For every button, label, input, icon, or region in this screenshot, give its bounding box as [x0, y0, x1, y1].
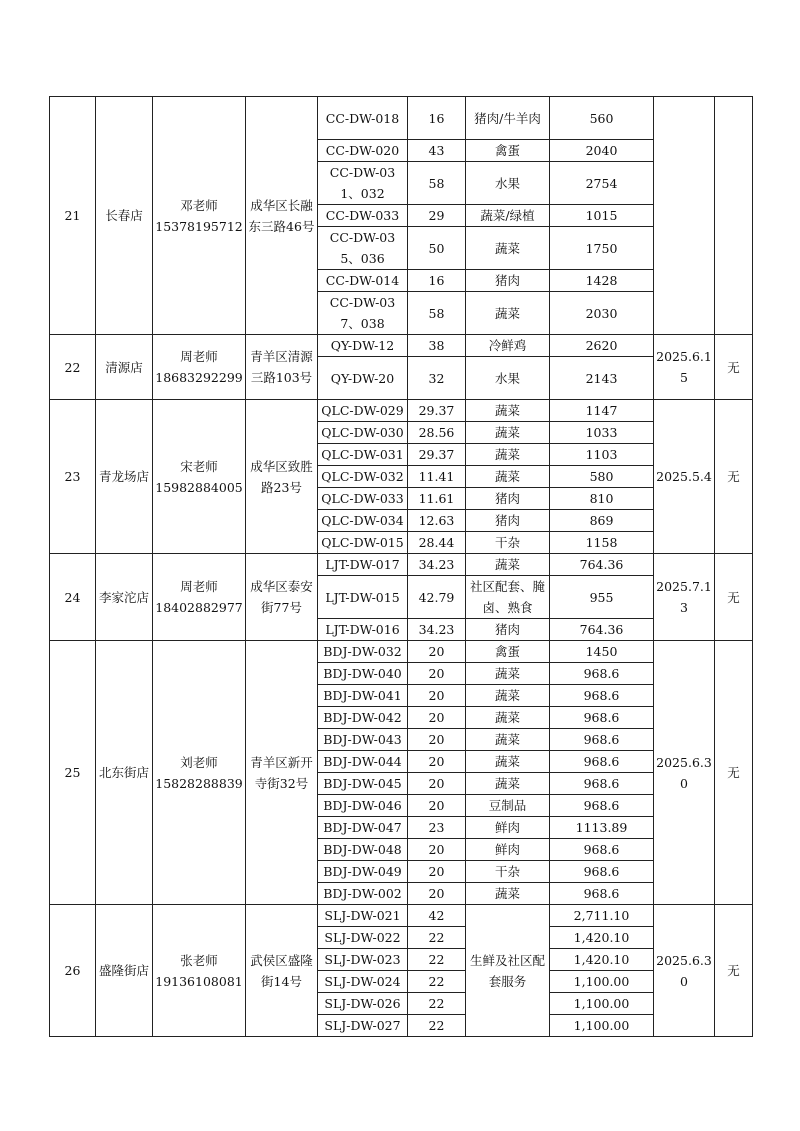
booth-code: SLJ-DW-021 — [318, 905, 408, 927]
booth-rent: 1113.89 — [550, 817, 654, 839]
lease-date: 2025.6.30 — [654, 905, 715, 1037]
booth-area: 28.56 — [408, 422, 466, 444]
booth-code: CC-DW-020 — [318, 140, 408, 162]
booth-code: CC-DW-037、038 — [318, 292, 408, 335]
store-name: 盛隆街店 — [96, 905, 153, 1037]
store-contact — [153, 905, 246, 1037]
booth-code: BDJ-DW-045 — [318, 773, 408, 795]
booth-code: BDJ-DW-032 — [318, 641, 408, 663]
booth-category: 禽蛋 — [466, 641, 550, 663]
lease-date: 2025.5.4 — [654, 400, 715, 554]
booth-area: 29.37 — [408, 400, 466, 422]
booth-rent: 1,100.00 — [550, 971, 654, 993]
store-name: 长春店 — [96, 97, 153, 335]
booth-code: QLC-DW-031 — [318, 444, 408, 466]
store-address: 成华区长融东三路46号 — [246, 97, 318, 335]
booth-rent: 1033 — [550, 422, 654, 444]
booth-rent: 1015 — [550, 205, 654, 227]
booth-category: 猪肉 — [466, 270, 550, 292]
contact-name: 邓老师 — [180, 197, 218, 213]
table-row — [50, 335, 753, 357]
booth-rent: 968.6 — [550, 795, 654, 817]
booth-category: 蔬菜 — [466, 400, 550, 422]
booth-code: BDJ-DW-049 — [318, 861, 408, 883]
lease-date: 2025.7.13 — [654, 554, 715, 641]
booth-area: 58 — [408, 292, 466, 335]
remark: 无 — [715, 905, 753, 1037]
booth-category: 水果 — [466, 357, 550, 400]
booth-category: 蔬菜 — [466, 729, 550, 751]
booth-category: 蔬菜 — [466, 751, 550, 773]
booth-area: 20 — [408, 883, 466, 905]
booth-rent: 968.6 — [550, 707, 654, 729]
store-contact — [153, 335, 246, 400]
store-name: 北东街店 — [96, 641, 153, 905]
booth-area: 20 — [408, 685, 466, 707]
booth-code: CC-DW-014 — [318, 270, 408, 292]
booth-rent: 968.6 — [550, 663, 654, 685]
contact-phone: 15982884005 — [155, 479, 243, 495]
booth-code: QLC-DW-029 — [318, 400, 408, 422]
booth-rent: 2143 — [550, 357, 654, 400]
booth-rent: 764.36 — [550, 619, 654, 641]
booth-category: 蔬菜 — [466, 227, 550, 270]
booth-area: 22 — [408, 993, 466, 1015]
booth-category: 猪肉 — [466, 619, 550, 641]
store-address: 成华区致胜路23号 — [246, 400, 318, 554]
booth-rent: 1750 — [550, 227, 654, 270]
booth-category: 禽蛋 — [466, 140, 550, 162]
booth-code: QLC-DW-034 — [318, 510, 408, 532]
booth-code: QLC-DW-033 — [318, 488, 408, 510]
booth-code: SLJ-DW-024 — [318, 971, 408, 993]
table-row — [50, 400, 753, 422]
store-name: 清源店 — [96, 335, 153, 400]
booth-area: 20 — [408, 729, 466, 751]
store-contact — [153, 97, 246, 335]
table-row — [50, 641, 753, 663]
booth-code: LJT-DW-015 — [318, 576, 408, 619]
contact-name: 刘老师 — [180, 754, 218, 770]
booth-rent: 810 — [550, 488, 654, 510]
store-address: 青羊区新开寺街32号 — [246, 641, 318, 905]
booth-area: 29.37 — [408, 444, 466, 466]
booth-code: BDJ-DW-048 — [318, 839, 408, 861]
booth-category: 蔬菜 — [466, 422, 550, 444]
booth-area: 42 — [408, 905, 466, 927]
booth-code: QLC-DW-032 — [318, 466, 408, 488]
store-address: 成华区泰安街77号 — [246, 554, 318, 641]
booth-rent: 2754 — [550, 162, 654, 205]
booth-area: 11.41 — [408, 466, 466, 488]
booth-area: 42.79 — [408, 576, 466, 619]
remark: 无 — [715, 335, 753, 400]
booth-rent: 1450 — [550, 641, 654, 663]
contact-phone: 18683292299 — [155, 370, 243, 385]
booth-code: QLC-DW-015 — [318, 532, 408, 554]
booth-category: 蔬菜 — [466, 554, 550, 576]
booth-area: 22 — [408, 971, 466, 993]
booth-category: 蔬菜/绿植 — [466, 205, 550, 227]
booth-code: SLJ-DW-023 — [318, 949, 408, 971]
booth-code: BDJ-DW-040 — [318, 663, 408, 685]
booth-code: BDJ-DW-041 — [318, 685, 408, 707]
lease-date: 2025.6.15 — [654, 335, 715, 400]
booth-code: QLC-DW-030 — [318, 422, 408, 444]
booth-area: 20 — [408, 707, 466, 729]
booth-area: 20 — [408, 751, 466, 773]
booth-rent: 764.36 — [550, 554, 654, 576]
booth-rent: 560 — [550, 97, 654, 140]
booth-code: QY-DW-20 — [318, 357, 408, 400]
booth-rent: 1,420.10 — [550, 949, 654, 971]
remark — [715, 97, 753, 335]
booth-category: 水果 — [466, 162, 550, 205]
booth-rent: 1,100.00 — [550, 1015, 654, 1037]
booth-rent: 968.6 — [550, 773, 654, 795]
booth-area: 20 — [408, 861, 466, 883]
booth-area: 23 — [408, 817, 466, 839]
booth-rent: 2620 — [550, 335, 654, 357]
booth-rent: 1,420.10 — [550, 927, 654, 949]
booth-code: BDJ-DW-044 — [318, 751, 408, 773]
store-address: 武侯区盛隆街14号 — [246, 905, 318, 1037]
store-name: 李家沱店 — [96, 554, 153, 641]
booth-area: 12.63 — [408, 510, 466, 532]
booth-code: BDJ-DW-002 — [318, 883, 408, 905]
table-row — [50, 97, 753, 140]
booth-code: BDJ-DW-047 — [318, 817, 408, 839]
store-contact — [153, 641, 246, 905]
booth-category: 鲜肉 — [466, 817, 550, 839]
store-no: 26 — [50, 905, 96, 1037]
booth-rent: 1103 — [550, 444, 654, 466]
store-no: 24 — [50, 554, 96, 641]
remark: 无 — [715, 641, 753, 905]
booth-category: 猪肉/牛羊肉 — [466, 97, 550, 140]
table-row — [50, 554, 753, 576]
booth-category: 蔬菜 — [466, 663, 550, 685]
booth-category: 蔬菜 — [466, 707, 550, 729]
booth-category: 蔬菜 — [466, 883, 550, 905]
contact-phone: 15828288839 — [155, 775, 243, 791]
booth-category: 蔬菜 — [466, 444, 550, 466]
booth-code: LJT-DW-017 — [318, 554, 408, 576]
contact-name: 周老师 — [180, 579, 218, 594]
booth-rent: 968.6 — [550, 839, 654, 861]
contact-name: 张老师 — [180, 952, 218, 968]
booth-category: 豆制品 — [466, 795, 550, 817]
booth-category: 猪肉 — [466, 488, 550, 510]
booth-area: 58 — [408, 162, 466, 205]
booth-area: 20 — [408, 839, 466, 861]
store-address: 青羊区清源三路103号 — [246, 335, 318, 400]
contact-phone: 19136108081 — [155, 973, 243, 989]
store-no: 22 — [50, 335, 96, 400]
booth-category: 蔬菜 — [466, 773, 550, 795]
booth-area: 38 — [408, 335, 466, 357]
booth-code: CC-DW-018 — [318, 97, 408, 140]
contact-name: 宋老师 — [180, 458, 218, 474]
booth-rent: 955 — [550, 576, 654, 619]
booth-category: 社区配套、腌卤、熟食 — [466, 576, 550, 619]
store-no: 25 — [50, 641, 96, 905]
booth-area: 34.23 — [408, 619, 466, 641]
booth-area: 29 — [408, 205, 466, 227]
store-no: 23 — [50, 400, 96, 554]
booth-area: 32 — [408, 357, 466, 400]
booth-rent: 1,100.00 — [550, 993, 654, 1015]
booth-code: SLJ-DW-026 — [318, 993, 408, 1015]
lease-date: 2025.6.30 — [654, 641, 715, 905]
contact-name: 周老师 — [180, 349, 218, 364]
booth-rent: 968.6 — [550, 751, 654, 773]
contact-phone: 15378195712 — [155, 218, 243, 234]
booth-area: 20 — [408, 773, 466, 795]
booth-code: LJT-DW-016 — [318, 619, 408, 641]
booth-category: 干杂 — [466, 861, 550, 883]
store-no: 21 — [50, 97, 96, 335]
store-name: 青龙场店 — [96, 400, 153, 554]
booth-area: 11.61 — [408, 488, 466, 510]
remark: 无 — [715, 554, 753, 641]
booth-code: CC-DW-031、032 — [318, 162, 408, 205]
booth-rent: 1428 — [550, 270, 654, 292]
booth-rent: 968.6 — [550, 729, 654, 751]
store-contact — [153, 400, 246, 554]
booth-area: 16 — [408, 270, 466, 292]
booth-code: SLJ-DW-022 — [318, 927, 408, 949]
booth-code: QY-DW-12 — [318, 335, 408, 357]
booth-area: 20 — [408, 795, 466, 817]
booth-code: CC-DW-035、036 — [318, 227, 408, 270]
booth-table — [49, 96, 753, 1037]
booth-area: 50 — [408, 227, 466, 270]
booth-area: 20 — [408, 641, 466, 663]
booth-rent: 968.6 — [550, 883, 654, 905]
table-row — [50, 905, 753, 927]
remark: 无 — [715, 400, 753, 554]
booth-area: 28.44 — [408, 532, 466, 554]
booth-category: 冷鲜鸡 — [466, 335, 550, 357]
booth-rent: 580 — [550, 466, 654, 488]
lease-date — [654, 97, 715, 335]
booth-code: CC-DW-033 — [318, 205, 408, 227]
booth-rent: 2,711.10 — [550, 905, 654, 927]
booth-category: 蔬菜 — [466, 685, 550, 707]
booth-area: 20 — [408, 663, 466, 685]
booth-area: 43 — [408, 140, 466, 162]
booth-rent: 1147 — [550, 400, 654, 422]
booth-category: 蔬菜 — [466, 292, 550, 335]
booth-category: 蔬菜 — [466, 466, 550, 488]
booth-category: 生鲜及社区配套服务 — [466, 905, 550, 1037]
booth-area: 34.23 — [408, 554, 466, 576]
booth-category: 猪肉 — [466, 510, 550, 532]
store-contact — [153, 554, 246, 641]
booth-rent: 869 — [550, 510, 654, 532]
booth-code: BDJ-DW-046 — [318, 795, 408, 817]
booth-rent: 1158 — [550, 532, 654, 554]
booth-area: 22 — [408, 949, 466, 971]
booth-rent: 968.6 — [550, 861, 654, 883]
booth-code: BDJ-DW-042 — [318, 707, 408, 729]
contact-phone: 18402882977 — [155, 600, 243, 615]
booth-area: 22 — [408, 927, 466, 949]
booth-area: 22 — [408, 1015, 466, 1037]
booth-area: 16 — [408, 97, 466, 140]
booth-rent: 2040 — [550, 140, 654, 162]
booth-category: 干杂 — [466, 532, 550, 554]
booth-code: SLJ-DW-027 — [318, 1015, 408, 1037]
booth-rent: 2030 — [550, 292, 654, 335]
booth-rent: 968.6 — [550, 685, 654, 707]
booth-code: BDJ-DW-043 — [318, 729, 408, 751]
booth-category: 鲜肉 — [466, 839, 550, 861]
